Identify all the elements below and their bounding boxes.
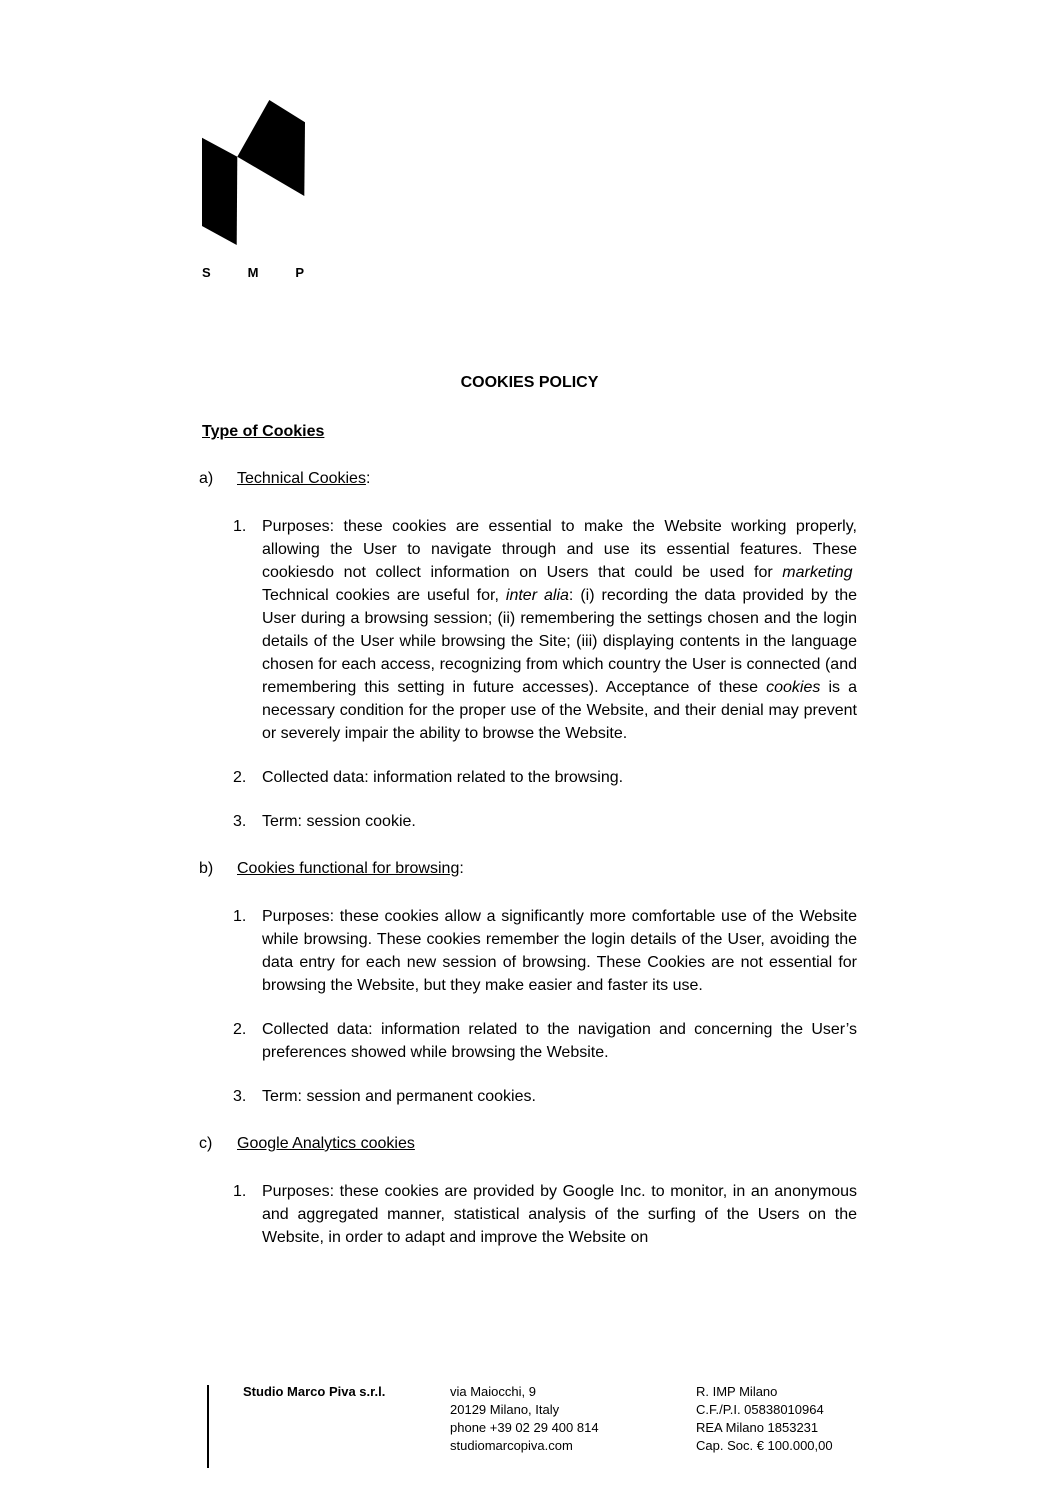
list-item <box>202 766 857 789</box>
list-item-number: 2. <box>233 769 247 786</box>
footer-vertical-rule <box>207 1385 209 1468</box>
list-item-number: 1. <box>233 1183 247 1200</box>
subsection-marker: c) <box>199 1135 213 1152</box>
footer-address-line: 20129 Milano, Italy <box>450 1402 560 1417</box>
subsection-items <box>202 1180 857 1249</box>
list-item <box>202 1180 857 1249</box>
subsection-suffix: : <box>459 860 464 877</box>
list-item-text: Purposes: these cookies are essential to make the Website working properly, allowing the User to navigate through and use its essential features. These cookiesdo not collect information on Users that could be used for marketing Technical cookies are useful for, inter alia: (i) recording the data provided by the User during a browsing session; (ii) remembering the settings chosen and the login details of the User while browsing the Site; (iii) displaying contents in the language chosen for each access, recognizing from which country the User is connected (and remembering this setting in future accesses). Acceptance of these cookies is a necessary condition for the proper use of the Website, and their denial may prevent or severely impair the ability to browse the Website. <box>262 518 857 742</box>
footer-registry-line: C.F./P.I. 05838010964 <box>696 1402 824 1417</box>
logo-letter: P <box>295 265 304 280</box>
list-item-text: Term: session and permanent cookies. <box>262 1088 536 1105</box>
sections-container <box>199 467 857 1249</box>
footer-address-line: phone +39 02 29 400 814 <box>450 1420 599 1435</box>
subsection-heading <box>199 857 857 880</box>
subsection-marker: b) <box>199 860 214 877</box>
list-item-number: 1. <box>233 518 247 535</box>
list-item <box>202 905 857 997</box>
footer-address-line: via Maiocchi, 9 <box>450 1384 536 1399</box>
section-heading-text: Type of Cookies <box>202 423 325 440</box>
list-item-text: Purposes: these cookies are provided by Google Inc. to monitor, in an anonymous and aggregated manner, statistical analysis of the surfing of the Users on the Website, in order to adapt and improve the Website on <box>262 1183 857 1246</box>
footer-registry <box>696 1383 833 1455</box>
list-item-text: Term: session cookie. <box>262 813 416 830</box>
list-item-number: 1. <box>233 908 247 925</box>
footer-address-line: studiomarcopiva.com <box>450 1438 573 1453</box>
footer-registry-line: Cap. Soc. € 100.000,00 <box>696 1438 833 1453</box>
list-item-number: 3. <box>233 1088 247 1105</box>
subsection-title <box>237 857 464 880</box>
subsection-title <box>237 1132 415 1155</box>
page-title: COOKIES POLICY <box>460 374 599 391</box>
footer-address <box>450 1383 599 1455</box>
subsection-items <box>202 515 857 833</box>
footer-registry-line: REA Milano 1853231 <box>696 1420 819 1435</box>
subsection-heading <box>199 1132 857 1155</box>
subsection-label: Technical Cookies <box>237 470 366 487</box>
footer-registry-line: R. IMP Milano <box>696 1384 778 1399</box>
list-item <box>202 810 857 833</box>
subsection-suffix: : <box>365 470 371 487</box>
logo-letters <box>202 265 304 280</box>
studio-marco-piva-logo-icon <box>202 99 306 247</box>
list-item <box>202 1085 857 1108</box>
list-item <box>202 1018 857 1064</box>
subsection-title <box>237 467 370 490</box>
section-heading <box>202 420 857 443</box>
list-item-text: Collected data: information related to the navigation and concerning the User’s preferences showed while browsing the Website. <box>262 1021 857 1061</box>
subsection-label: Cookies functional for browsing <box>237 860 460 877</box>
list-item-number: 3. <box>233 813 247 830</box>
subsection-items <box>202 905 857 1108</box>
list-item-text: Purposes: these cookies allow a significantly more comfortable use of the Website while browsing. These cookies remember the login details of the User, avoiding the data entry for each new session of browsing. These Cookies are not essential for browsing the Website, but they make easier and faster its use. <box>262 908 857 994</box>
list-item-number: 2. <box>233 1021 247 1038</box>
subsection-heading <box>199 467 857 490</box>
list-item <box>202 515 857 745</box>
subsection-label: Google Analytics cookies <box>237 1135 415 1152</box>
footer-company-name: Studio Marco Piva s.r.l. <box>243 1384 386 1399</box>
logo-letter: M <box>247 265 259 280</box>
document-body <box>199 371 857 1249</box>
logo-letter: S <box>202 265 211 280</box>
subsection-marker: a) <box>199 470 214 487</box>
list-item-text: Collected data: information related to the browsing. <box>262 769 624 786</box>
